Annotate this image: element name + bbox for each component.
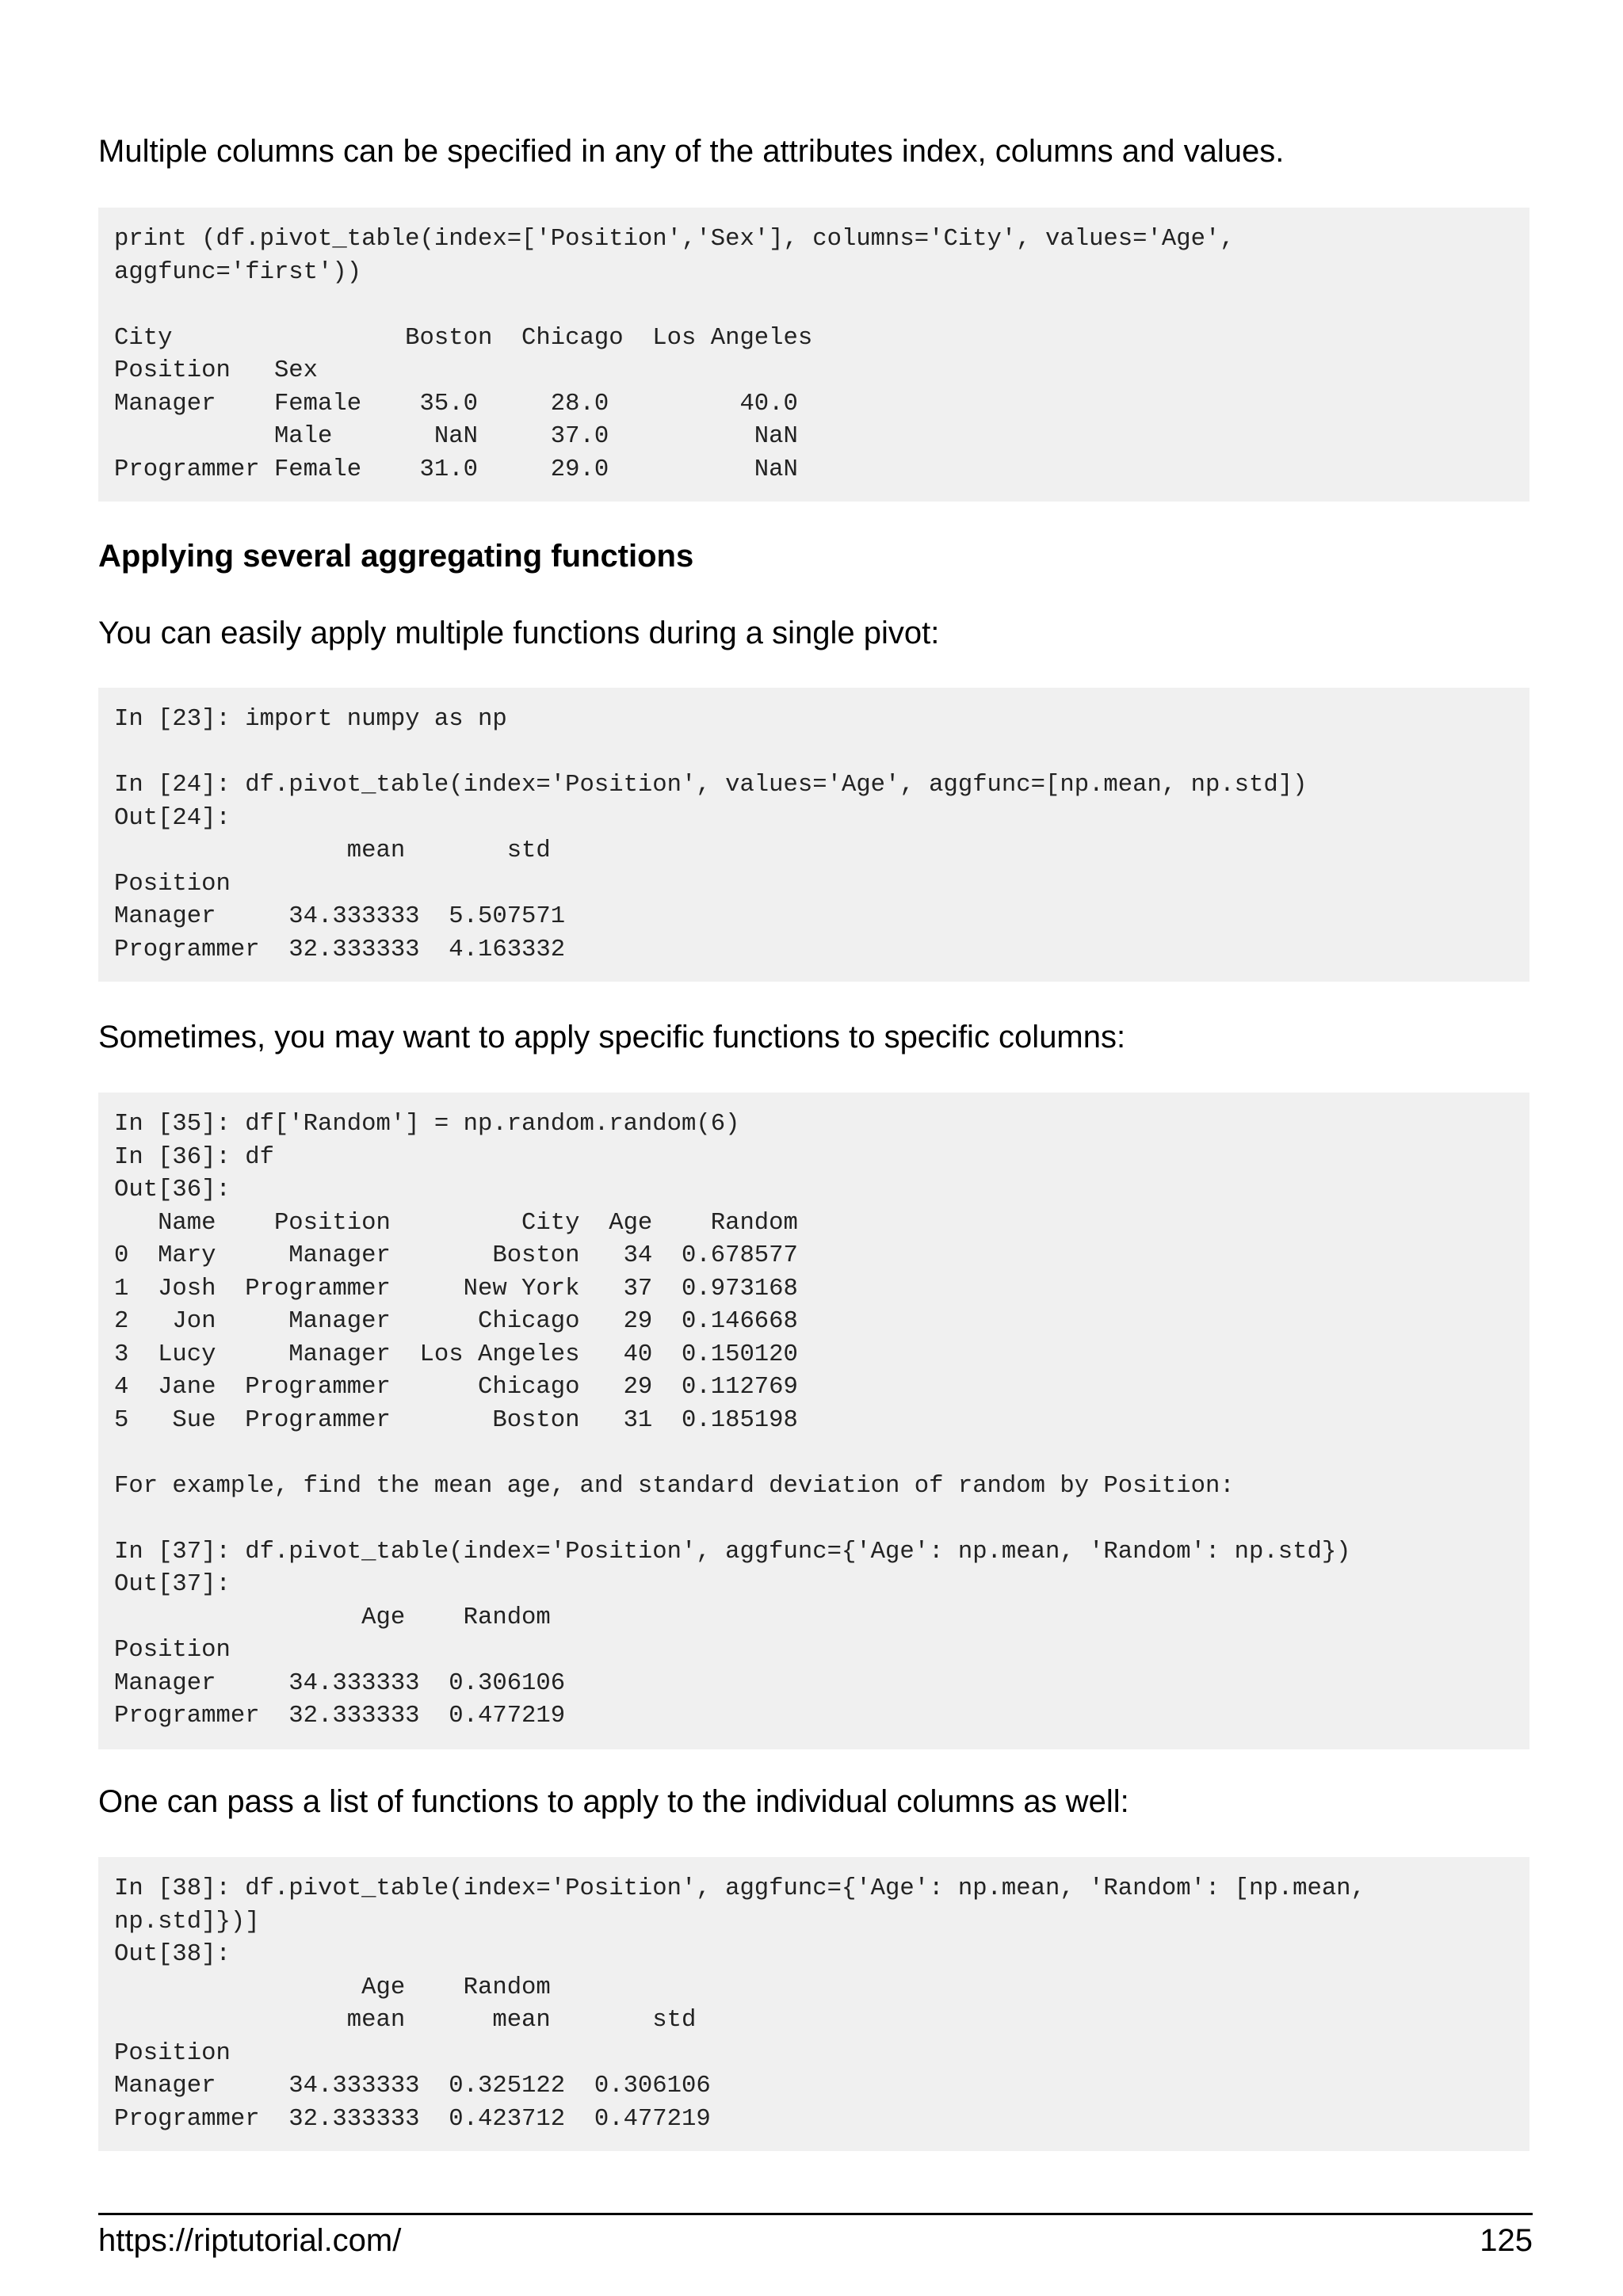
footer-url-link[interactable]: https://riptutorial.com/: [98, 2223, 402, 2258]
several-functions-paragraph: You can easily apply multiple functions during a single pivot:: [98, 616, 940, 650]
intro-paragraph: Multiple columns can be specified in any of the attributes index, columns and values.: [98, 134, 1285, 169]
section-heading-several-functions: Applying several aggregating functions: [98, 539, 694, 574]
code-block-several-functions: In [23]: import numpy as np In [24]: df.pivot_table(index='Position', values='Age', aggfunc=[np.mean, np.std]) Out[24]: mean std Position Manager 34.333333 5.507571 Programmer 32.333333 4.163332: [98, 688, 1529, 982]
code-block-specific-functions: In [35]: df['Random'] = np.random.random(6) In [36]: df Out[36]: Name Position City Age Random 0 Mary Manager Boston 34 0.678577 1 Josh Programmer New York 37 0.973168 2 Jon Manager Chicago 29 0.146668 3 Lucy Manager Los Angeles 40 0.150120 4 Jane Programmer Chicago 29 0.112769 5 Sue Programmer Boston 31 0.185198 For example, find the mean age, and standard deviation of random by Position: In [37]: df.pivot_table(index='Position', aggfunc={'Age': np.mean, 'Random': np.std}) Out[37]: Age Random Position Manager 34.333333 0.306106 Programmer 32.333333 0.477219: [98, 1093, 1529, 1749]
code-block-multi-columns: print (df.pivot_table(index=['Position','Sex'], columns='City', values='Age', aggfunc='first')) City Boston Chicago Los Angeles Position Sex Manager Female 35.0 28.0 40.0 Male NaN 37.0 NaN Programmer Female 31.0 29.0 NaN: [98, 208, 1529, 502]
list-functions-paragraph: One can pass a list of functions to apply to the individual columns as well:: [98, 1784, 1129, 1819]
footer-divider: [98, 2213, 1533, 2215]
specific-functions-paragraph: Sometimes, you may want to apply specific functions to specific columns:: [98, 1020, 1126, 1055]
page-number: 125: [1480, 2223, 1533, 2258]
code-block-list-functions: In [38]: df.pivot_table(index='Position', aggfunc={'Age': np.mean, 'Random': [np.mean, np.std]})] Out[38]: Age Random mean mean std Position Manager 34.333333 0.325122 0.306106 Programmer 32.333333 0.423712 0.477219: [98, 1857, 1529, 2151]
